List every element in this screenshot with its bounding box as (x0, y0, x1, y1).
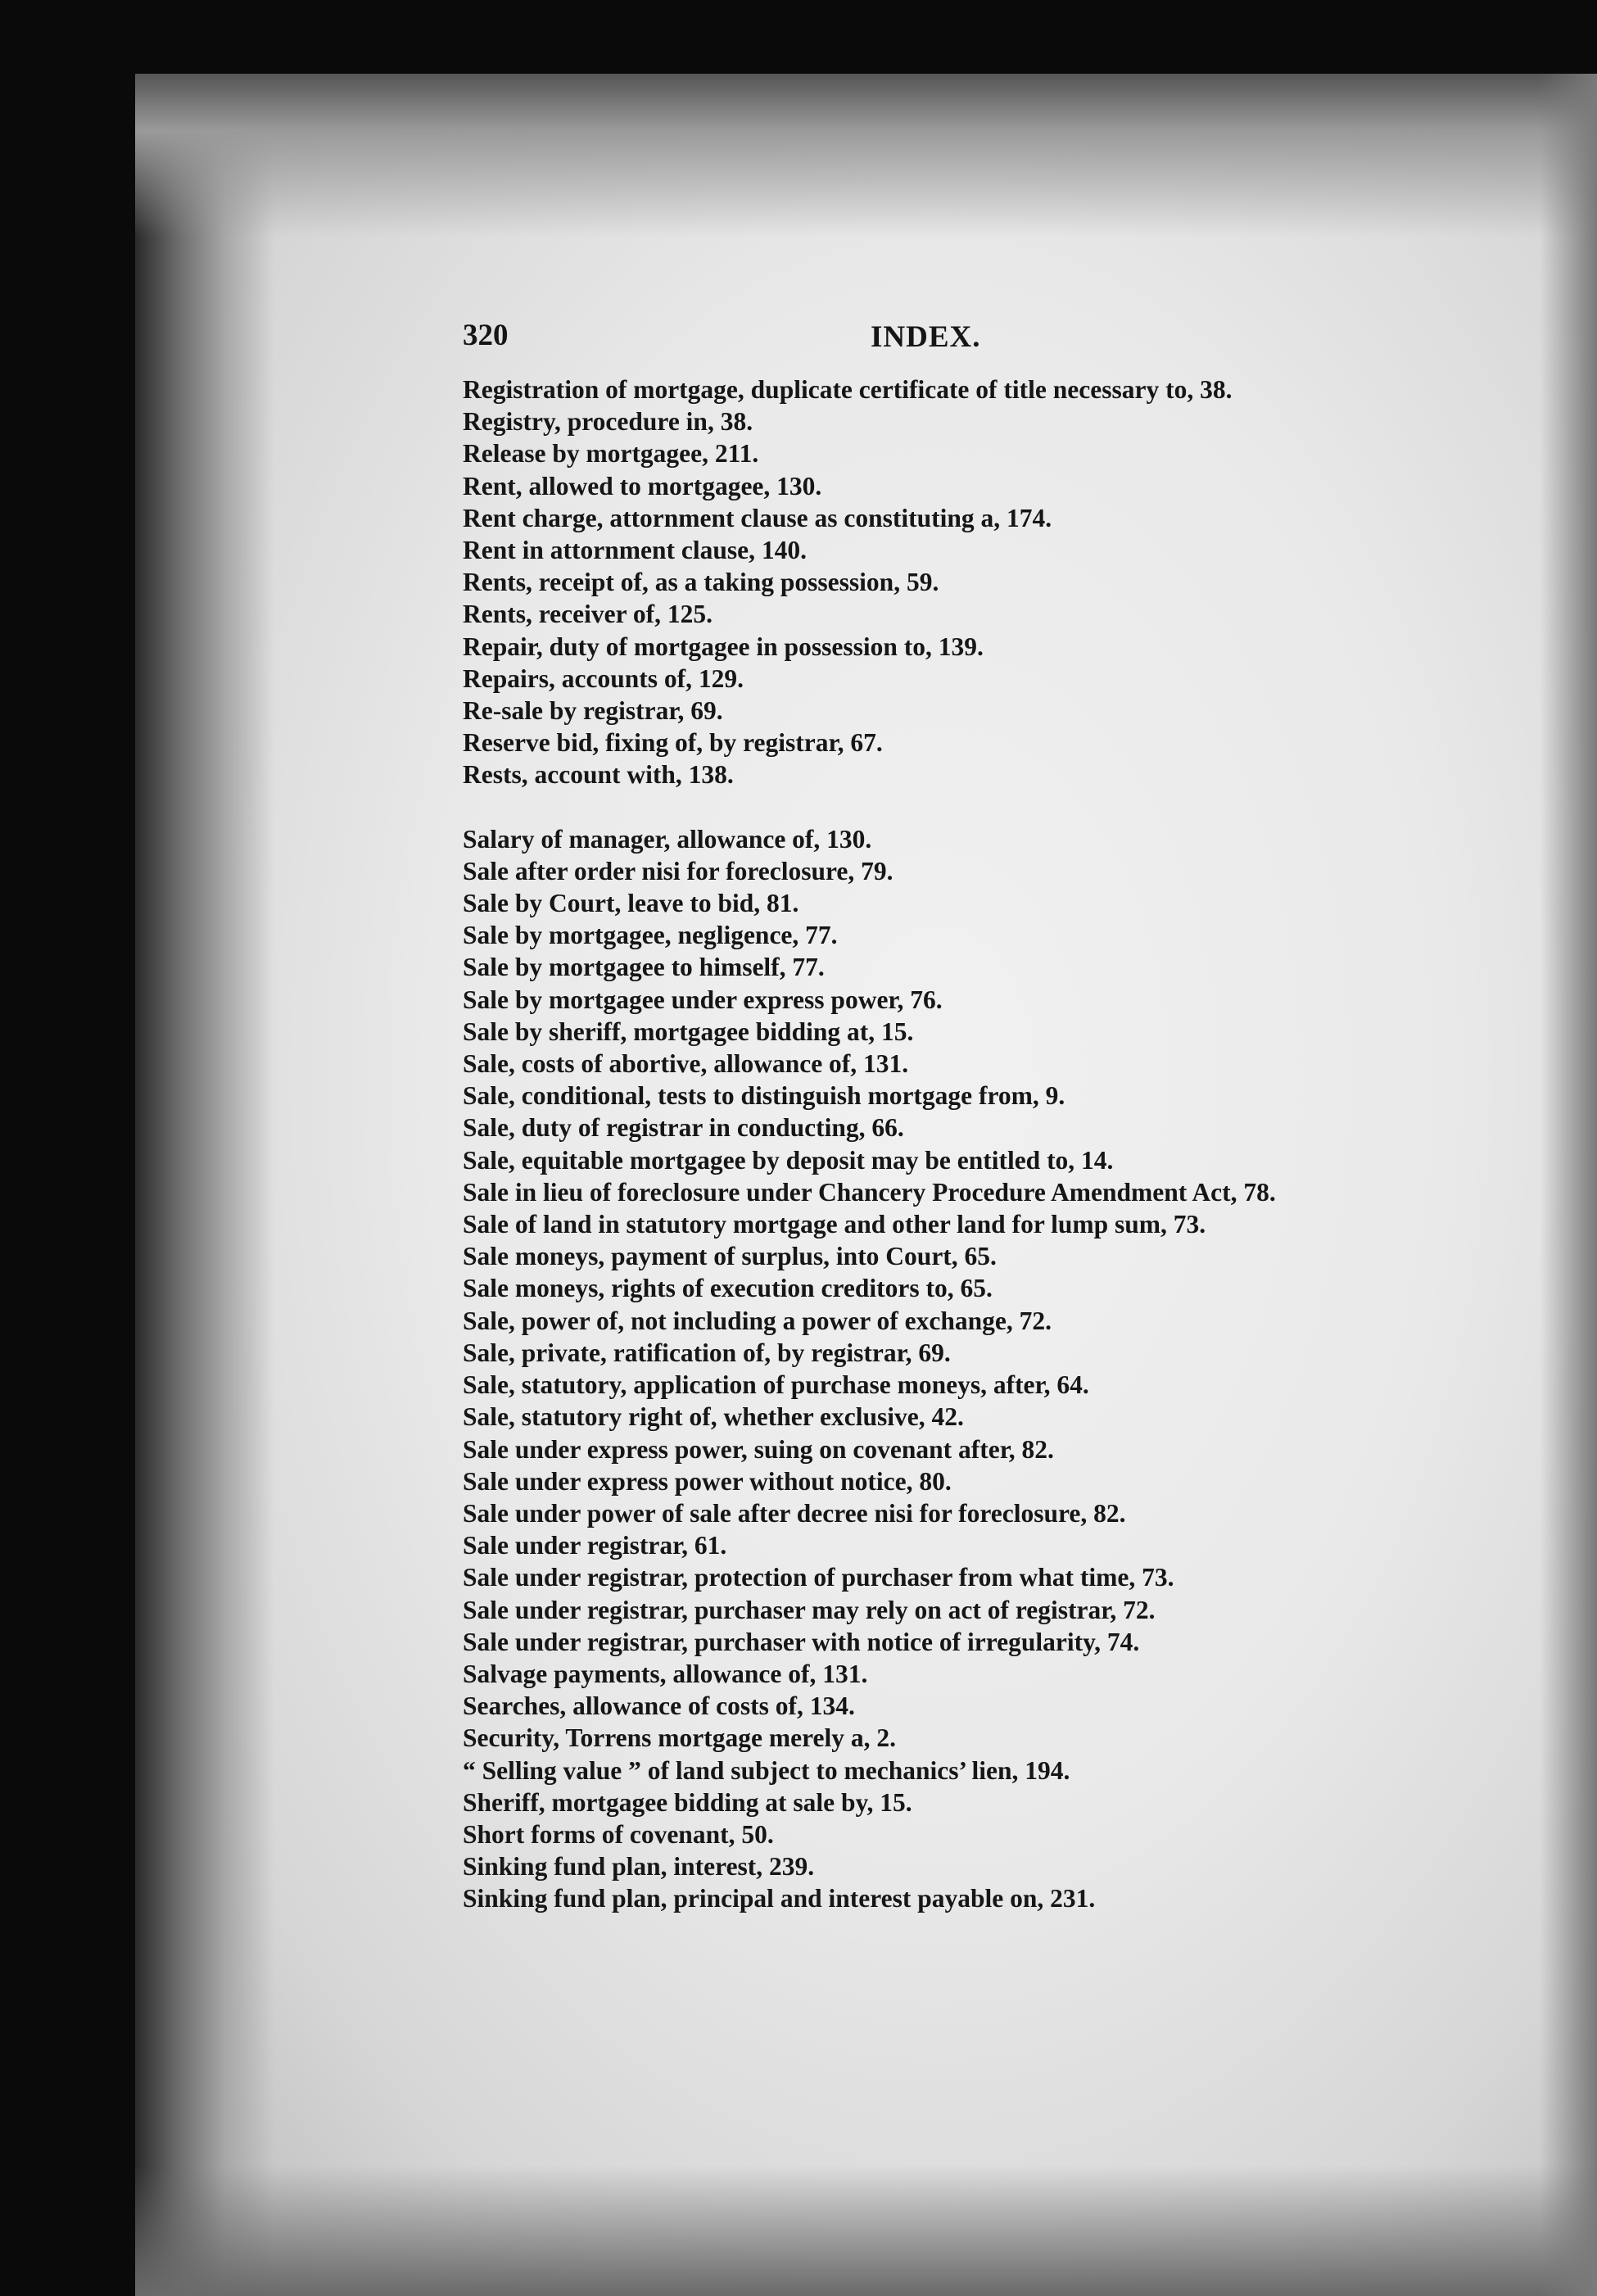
index-entry: Sale under registrar, protection of purchaser from what time, 73. (463, 1563, 1174, 1592)
index-entry: Sinking fund plan, interest, 239. (463, 1852, 815, 1882)
page-shadow-top (135, 74, 1597, 238)
index-entry: Sale, statutory, application of purchase moneys, after, 64. (463, 1370, 1089, 1400)
index-entry: Rent in attornment clause, 140. (463, 536, 807, 565)
index-entry: Sale under registrar, purchaser may rely on act of registrar, 72. (463, 1595, 1156, 1624)
index-entry: Repairs, accounts of, 129. (463, 663, 744, 693)
index-entry: Short forms of covenant, 50. (463, 1819, 774, 1849)
index-entry: Sheriff, mortgagee bidding at sale by, 15. (463, 1787, 912, 1817)
index-entry: “ Selling value ” of land subject to mechanics’ lien, 194. (463, 1755, 1070, 1785)
index-entry: Repair, duty of mortgagee in possession to, 139. (463, 632, 984, 661)
index-entry: Release by mortgagee, 211. (463, 439, 759, 469)
index-entry: Rents, receiver of, 125. (463, 600, 713, 629)
index-entry: Sale, conditional, tests to distinguish mortgage from, 9. (463, 1081, 1065, 1111)
index-entry: Rent charge, attornment clause as constituting a, 174. (463, 503, 1052, 532)
index-entry: Sale, equitable mortgagee by deposit may be entitled to, 14. (463, 1145, 1114, 1175)
page-number: 320 (463, 319, 509, 352)
index-entry: Sale, costs of abortive, allowance of, 131. (463, 1049, 909, 1079)
index-entry: Sale by mortgagee under express power, 76. (463, 985, 943, 1014)
index-entry: Sale, statutory right of, whether exclusive, 42. (463, 1402, 964, 1432)
index-entry: Reserve bid, fixing of, by registrar, 67. (463, 728, 883, 758)
index-entry: Registration of mortgage, duplicate certificate of title necessary to, 38. (463, 375, 1233, 404)
page-shadow-left (135, 74, 274, 2296)
index-entry: Rents, receipt of, as a taking possession, 59. (463, 568, 939, 597)
index-entry: Re-sale by registrar, 69. (463, 696, 723, 726)
index-entry: Sale by mortgagee to himself, 77. (463, 953, 825, 982)
index-entry: Sale moneys, rights of execution creditors to, 65. (463, 1274, 993, 1303)
index-entry: Sale under registrar, 61. (463, 1531, 727, 1560)
index-entry: Sale under registrar, purchaser with notice of irregularity, 74. (463, 1627, 1140, 1656)
index-entry: Rests, account with, 138. (463, 760, 734, 790)
index-entry: Sale of land in statutory mortgage and other land for lump sum, 73. (463, 1210, 1206, 1239)
index-entry: Sale by Court, leave to bid, 81. (463, 889, 799, 918)
index-entry: Sinking fund plan, principal and interest payable on, 231. (463, 1884, 1096, 1913)
index-entry: Security, Torrens mortgage merely a, 2. (463, 1723, 896, 1753)
index-entry: Sale, power of, not including a power of exchange, 72. (463, 1306, 1052, 1335)
index-entry: Sale under power of sale after decree nisi for foreclosure, 82. (463, 1498, 1126, 1528)
index-entry: Sale by sheriff, mortgagee bidding at, 15. (463, 1017, 914, 1046)
index-entry: Salary of manager, allowance of, 130. (463, 824, 872, 854)
running-title: INDEX. (871, 320, 981, 354)
index-entry: Sale in lieu of foreclosure under Chancery Procedure Amendment Act, 78. (463, 1177, 1276, 1207)
page-shadow-right (1540, 74, 1597, 2296)
index-entries (463, 374, 1421, 1915)
index-entry: Sale under express power, suing on covenant after, 82. (463, 1434, 1054, 1464)
index-entry: Salvage payments, allowance of, 131. (463, 1659, 868, 1688)
index-entry: Sale, private, ratification of, by registrar, 69. (463, 1338, 951, 1367)
index-entry: Sale, duty of registrar in conducting, 66. (463, 1113, 904, 1143)
index-entry: Rent, allowed to mortgagee, 130. (463, 471, 822, 500)
index-entry: Sale after order nisi for foreclosure, 79. (463, 856, 894, 885)
index-entry: Sale moneys, payment of surplus, into Court, 65. (463, 1242, 997, 1271)
index-entry: Sale by mortgagee, negligence, 77. (463, 921, 838, 950)
page-shadow-bottom (135, 2165, 1597, 2296)
section-gap (463, 791, 1421, 823)
running-head (463, 318, 1396, 362)
index-entry: Sale under express power without notice, 80. (463, 1466, 952, 1496)
index-entry: Registry, procedure in, 38. (463, 407, 753, 437)
index-entry: Searches, allowance of costs of, 134. (463, 1691, 855, 1721)
